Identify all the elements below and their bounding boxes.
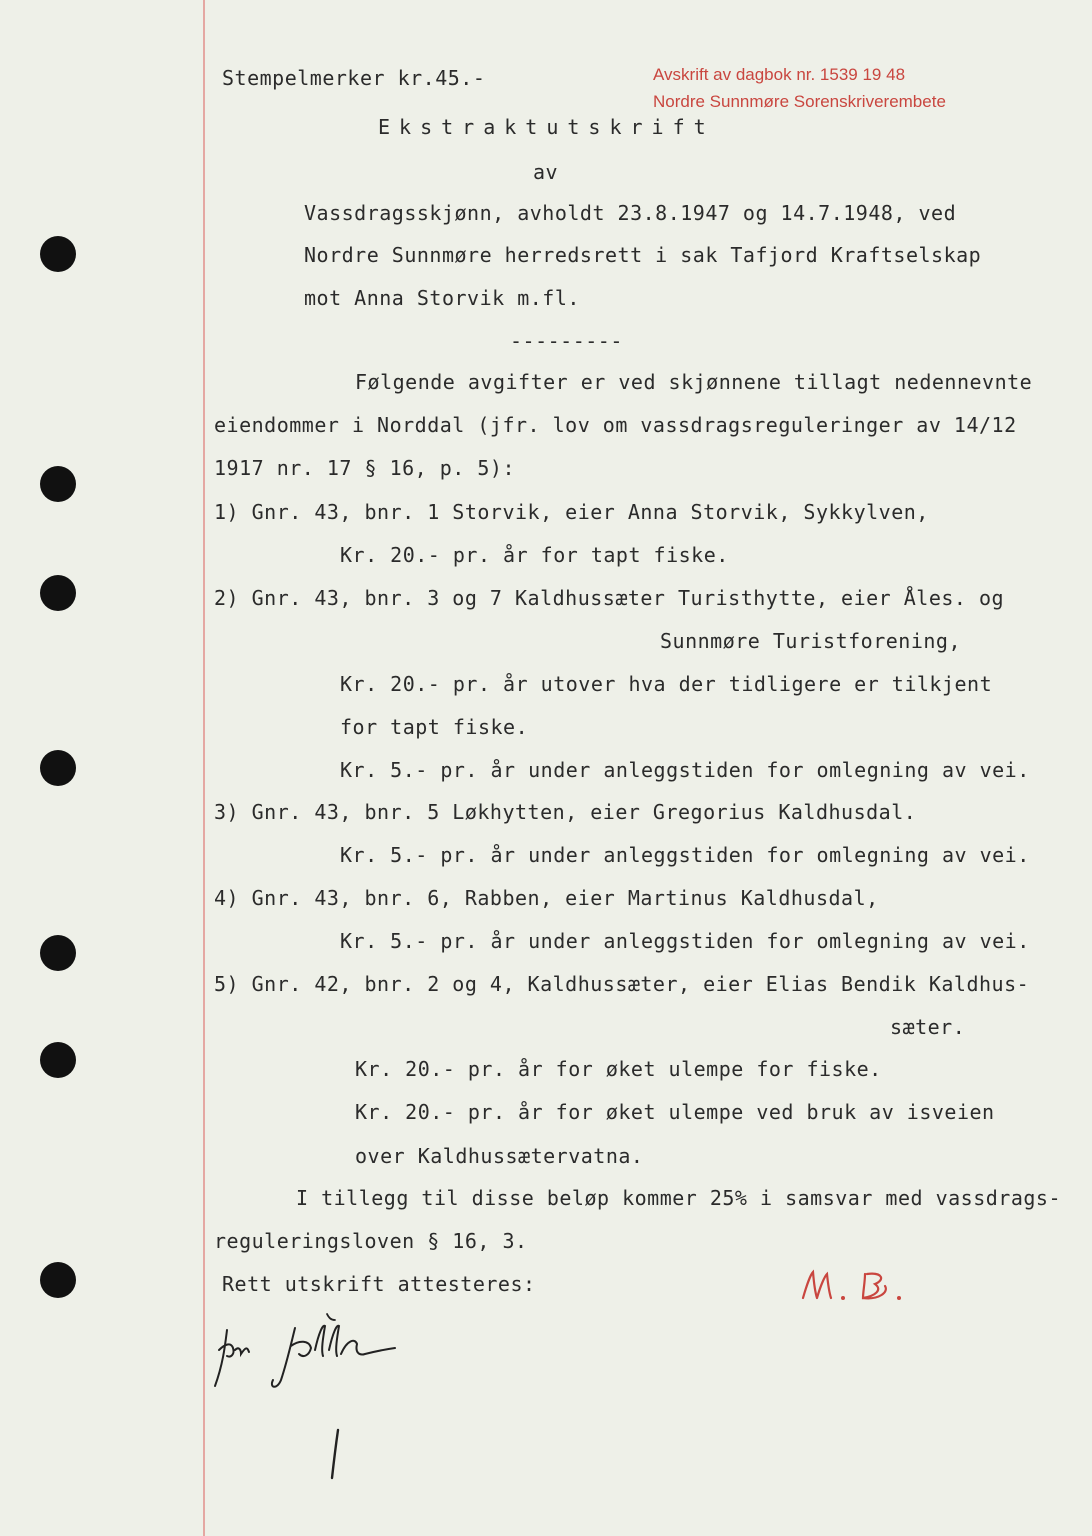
body-line: Kr. 5.- pr. år under anleggstiden for omlegning av vei. [340, 843, 1030, 867]
document-title: Ekstraktutskrift [378, 115, 715, 139]
body-line: reguleringsloven § 16, 3. [214, 1229, 528, 1253]
title-of: av [533, 160, 559, 184]
initials-signature [795, 1262, 935, 1312]
body-line: I tillegg til disse beløp kommer 25% i samsvar med vassdrags- [296, 1186, 1062, 1210]
body-line: over Kaldhussætervatna. [355, 1144, 644, 1168]
item-4: 4) Gnr. 43, bnr. 6, Rabben, eier Martinus Kaldhusdal, [214, 886, 879, 910]
register-stamp-line-1: Avskrift av dagbok nr. 1539 19 48 [653, 65, 906, 84]
register-stamp-line-2: Nordre Sunnmøre Sorenskriverembete [653, 92, 946, 111]
body-line: eiendommer i Norddal (jfr. lov om vassdragsreguleringer av 14/12 [214, 413, 1017, 437]
body-line: sæter. [890, 1015, 966, 1039]
body-line: Kr. 20.- pr. år for øket ulempe for fiske. [355, 1057, 882, 1081]
intro-line: Nordre Sunnmøre herredsrett i sak Tafjord Kraftselskap [304, 243, 982, 267]
intro-line: Vassdragsskjønn, avholdt 23.8.1947 og 14.7.1948, ved [304, 201, 957, 225]
item-1: 1) Gnr. 43, bnr. 1 Storvik, eier Anna Storvik, Sykkylven, [214, 500, 929, 524]
punch-hole [40, 575, 76, 611]
punch-hole [40, 466, 76, 502]
item-5: 5) Gnr. 42, bnr. 2 og 4, Kaldhussæter, eier Elias Bendik Kaldhus- [214, 972, 1030, 996]
stamp-marks-text: Stempelmerker kr.45.- [222, 66, 486, 90]
punch-hole [40, 1262, 76, 1298]
item-2: 2) Gnr. 43, bnr. 3 og 7 Kaldhussæter Turisthytte, eier Åles. og [214, 586, 1005, 610]
body-line: Kr. 20.- pr. år for øket ulempe ved bruk av isveien [355, 1100, 995, 1124]
body-line: Følgende avgifter er ved skjønnene tillagt nedennevnte [355, 370, 1033, 394]
body-line: Sunnmøre Turistforening, [660, 629, 961, 653]
punch-hole [40, 750, 76, 786]
body-line: 1917 nr. 17 § 16, p. 5): [214, 456, 515, 480]
punch-hole [40, 236, 76, 272]
handwritten-signature [205, 1310, 425, 1400]
margin-line [203, 0, 205, 1536]
body-line: Kr. 5.- pr. år under anleggstiden for omlegning av vei. [340, 929, 1030, 953]
body-line: Kr. 20.- pr. år for tapt fiske. [340, 543, 729, 567]
separator: --------- [510, 329, 623, 353]
body-line: Kr. 5.- pr. år under anleggstiden for omlegning av vei. [340, 758, 1030, 782]
intro-line: mot Anna Storvik m.fl. [304, 286, 580, 310]
body-line: Kr. 20.- pr. år utover hva der tidligere er tilkjent [340, 672, 993, 696]
punch-hole [40, 1042, 76, 1078]
body-line: for tapt fiske. [340, 715, 529, 739]
item-3: 3) Gnr. 43, bnr. 5 Løkhytten, eier Gregorius Kaldhusdal. [214, 800, 917, 824]
punch-hole [40, 935, 76, 971]
attest-text: Rett utskrift attesteres: [222, 1272, 536, 1296]
pen-mark [318, 1424, 348, 1484]
